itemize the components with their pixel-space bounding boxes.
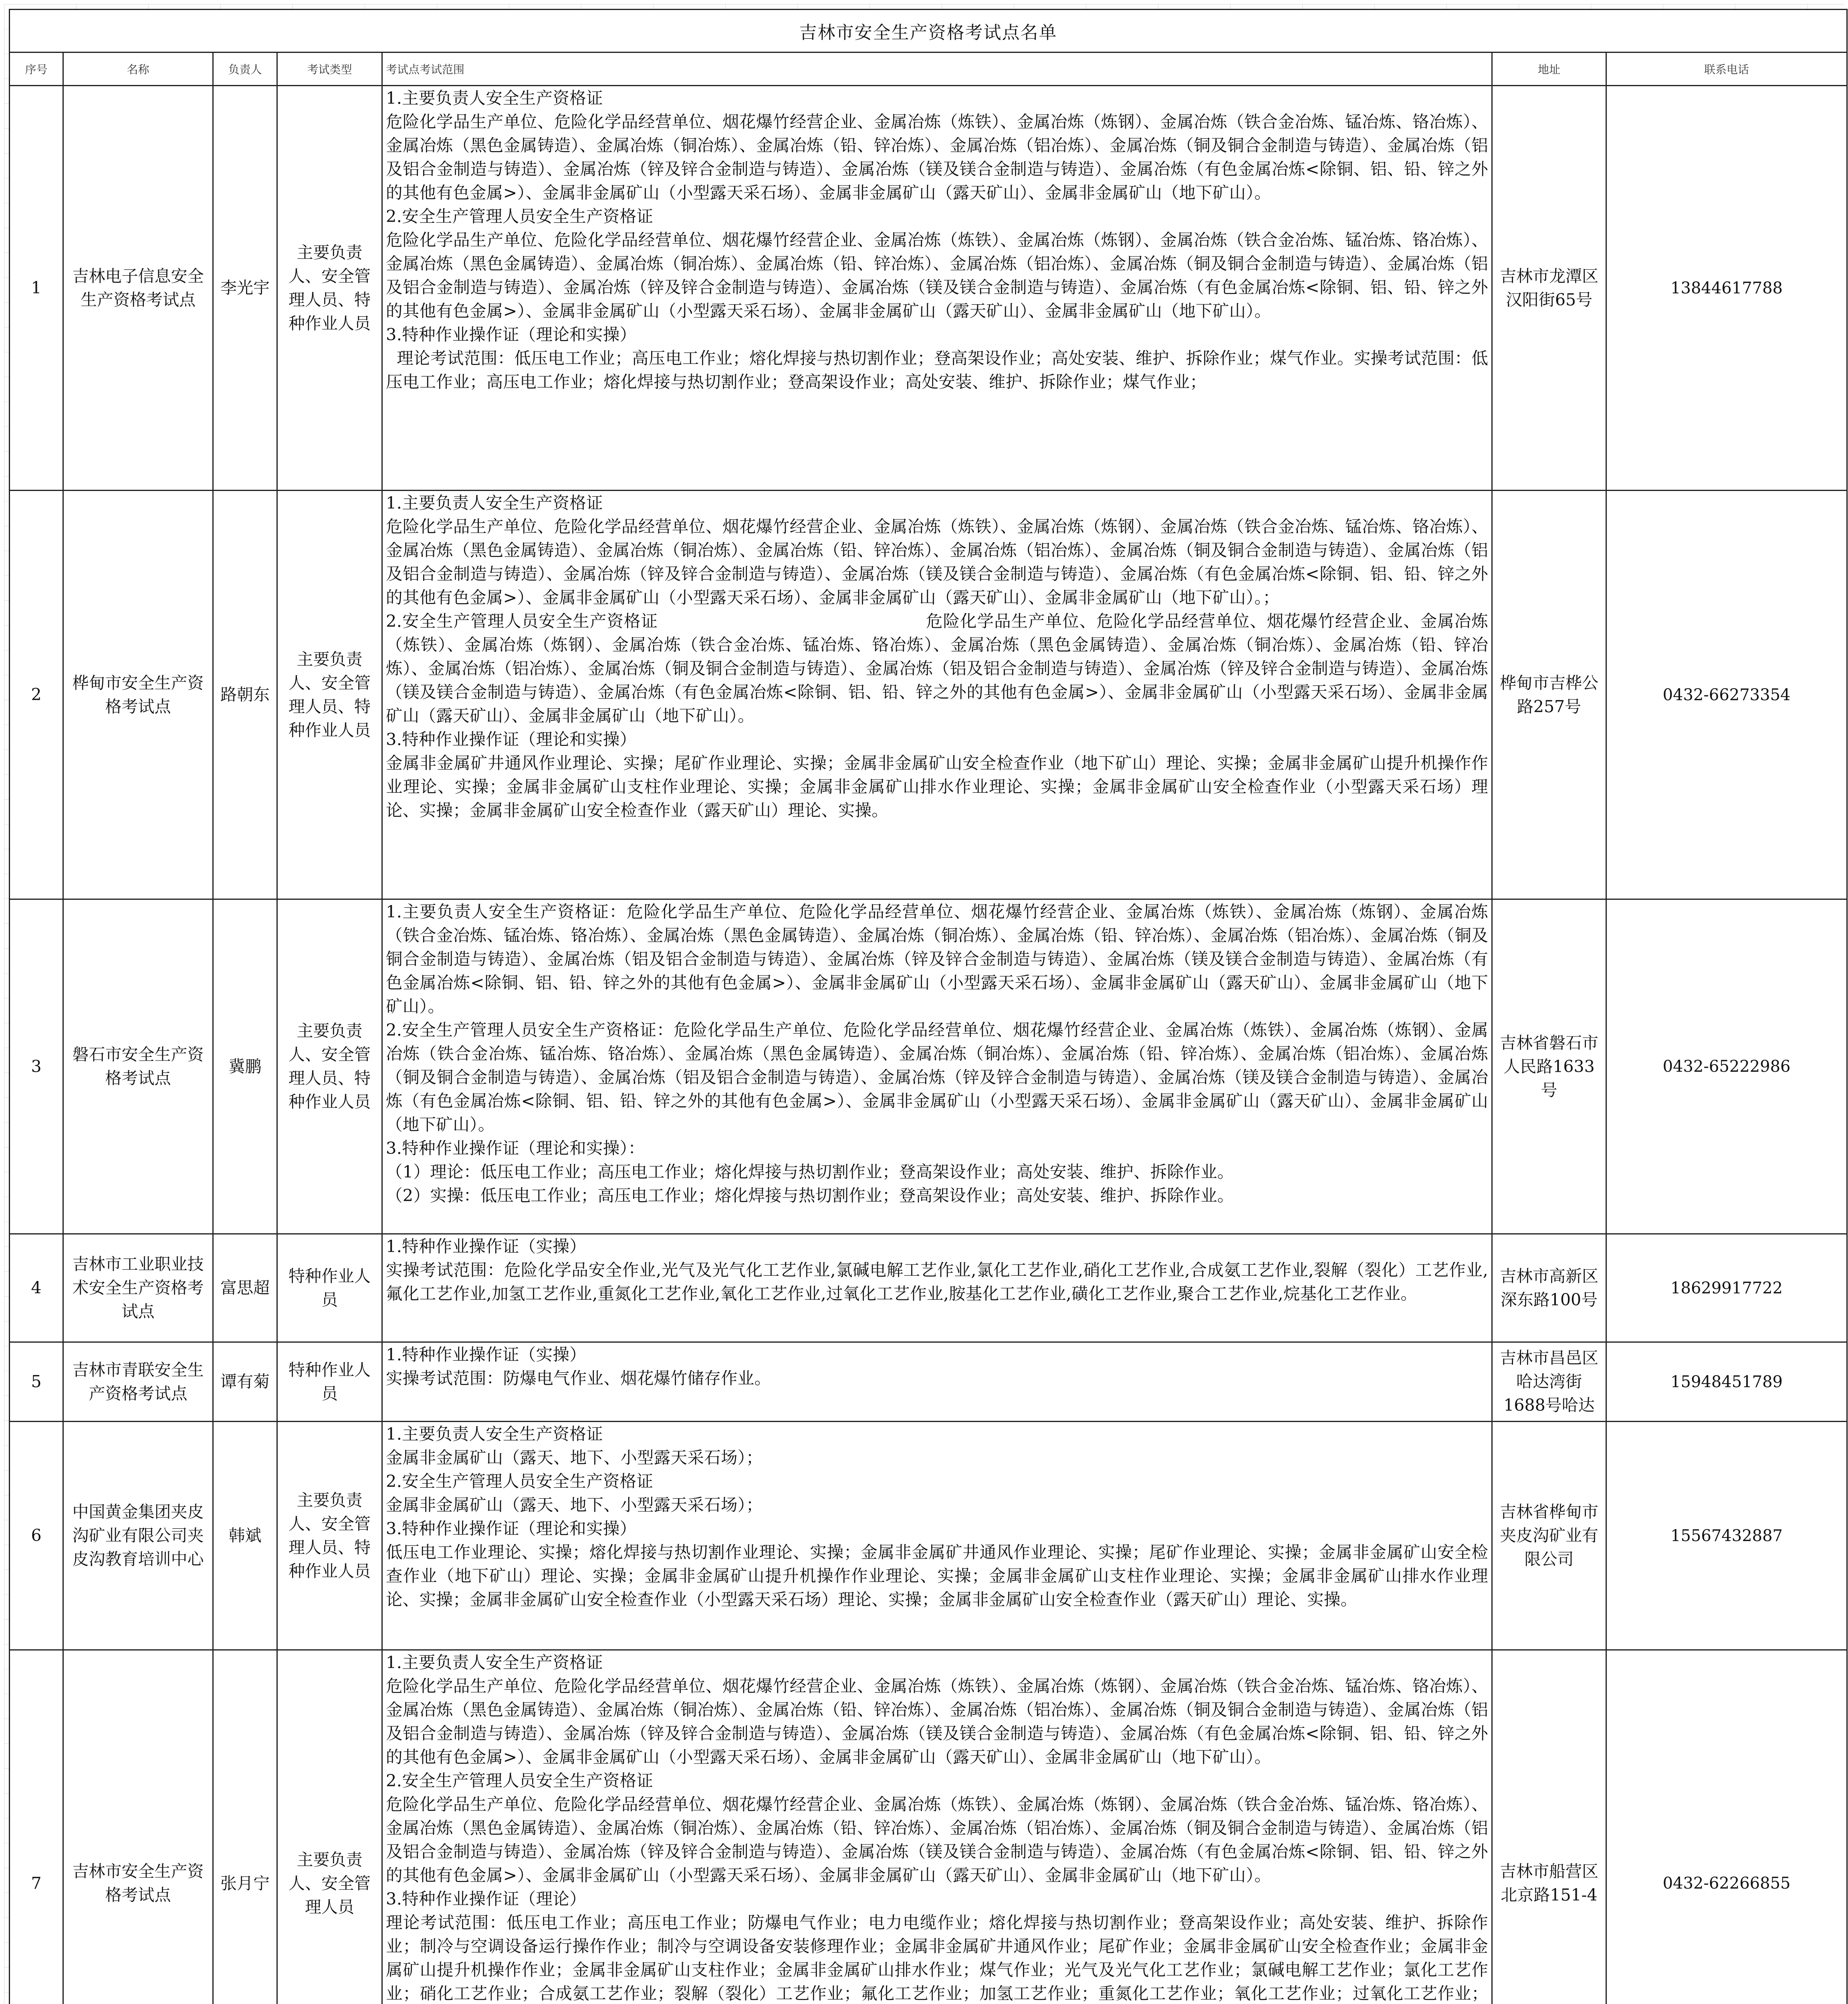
cell-address: 吉林市昌邑区哈达湾街1688号哈达	[1492, 1342, 1606, 1422]
exam-site-table	[9, 9, 1848, 2004]
cell-manager: 富思超	[213, 1234, 277, 1342]
header-manager: 负责人	[213, 53, 277, 86]
header-address: 地址	[1492, 53, 1606, 86]
cell-scope: 1.主要负责人安全生产资格证 危险化学品生产单位、危险化学品经营单位、烟花爆竹经营企业、金属冶炼（炼铁）、金属冶炼（炼钢）、金属冶炼（铁合金冶炼、锰冶炼、铬冶炼）、金属冶炼（黑色金属铸造）、金属冶炼（铜冶炼）、金属冶炼（铅、锌冶炼）、金属冶炼（铝冶炼）、金属冶炼（铜及铜合金制造与铸造）、金属冶炼（铝及铝合金制造与铸造）、金属冶炼（锌及锌合金制造与铸造）、金属冶炼（镁及镁合金制造与铸造）、金属冶炼（有色金属冶炼<除铜、铝、铅、锌之外的其他有色金属>）、金属非金属矿山（小型露天采石场）、金属非金属矿山（露天矿山）、金属非金属矿山（地下矿山）。 2.安全生产管理人员安全生产资格证 危险化学品生产单位、危险化学品经营单位、烟花爆竹经营企业、金属冶炼（炼铁）、金属冶炼（炼钢）、金属冶炼（铁合金冶炼、锰冶炼、铬冶炼）、金属冶炼（黑色金属铸造）、金属冶炼（铜冶炼）、金属冶炼（铅、锌冶炼）、金属冶炼（铝冶炼）、金属冶炼（铜及铜合金制造与铸造）、金属冶炼（铝及铝合金制造与铸造）、金属冶炼（锌及锌合金制造与铸造）、金属冶炼（镁及镁合金制造与铸造）、金属冶炼（有色金属冶炼<除铜、铝、铅、锌之外的其他有色金属>）、金属非金属矿山（小型露天采石场）、金属非金属矿山（露天矿山）、金属非金属矿山（地下矿山）。 3.特种作业操作证（理论和实操） 理论考试范围：低压电工作业；高压电工作业；熔化焊接与热切割作业；登高架设作业；高处安装、维护、拆除作业；煤气作业。实操考试范围：低压电工作业；高压电工作业；熔化焊接与热切割作业；登高架设作业；高处安装、维护、拆除作业；煤气作业；	[382, 86, 1492, 491]
title-row	[10, 10, 1847, 53]
cell-type: 特种作业人员	[277, 1342, 382, 1422]
cell-phone: 0432-66273354	[1606, 491, 1847, 899]
cell-name: 吉林市青联安全生产资格考试点	[63, 1342, 213, 1422]
cell-scope: 1.特种作业操作证（实操） 实操考试范围：防爆电气作业、烟花爆竹储存作业。	[382, 1342, 1492, 1422]
cell-address: 吉林市高新区深东路100号	[1492, 1234, 1606, 1342]
table-row	[10, 899, 1847, 1234]
cell-no: 2	[10, 491, 63, 899]
sheet-title: 吉林市安全生产资格考试点名单	[10, 10, 1847, 53]
cell-name: 吉林电子信息安全生产资格考试点	[63, 86, 213, 491]
cell-phone: 15948451789	[1606, 1342, 1847, 1422]
cell-type: 主要负责人、安全管理人员	[277, 1650, 382, 2004]
cell-no: 3	[10, 899, 63, 1234]
header-phone: 联系电话	[1606, 53, 1847, 86]
cell-name: 磐石市安全生产资格考试点	[63, 899, 213, 1234]
cell-no: 6	[10, 1422, 63, 1650]
cell-no: 5	[10, 1342, 63, 1422]
header-scope: 考试点考试范围	[382, 53, 1492, 86]
cell-scope: 1.主要负责人安全生产资格证：危险化学品生产单位、危险化学品经营单位、烟花爆竹经营企业、金属冶炼（炼铁）、金属冶炼（炼钢）、金属冶炼（铁合金冶炼、锰冶炼、铬冶炼）、金属冶炼（黑色金属铸造）、金属冶炼（铜冶炼）、金属冶炼（铅、锌冶炼）、金属冶炼（铝冶炼）、金属冶炼（铜及铜合金制造与铸造）、金属冶炼（铝及铝合金制造与铸造）、金属冶炼（锌及锌合金制造与铸造）、金属冶炼（镁及镁合金制造与铸造）、金属冶炼（有色金属冶炼<除铜、铝、铅、锌之外的其他有色金属>）、金属非金属矿山（小型露天采石场）、金属非金属矿山（露天矿山）、金属非金属矿山（地下矿山）。 2.安全生产管理人员安全生产资格证：危险化学品生产单位、危险化学品经营单位、烟花爆竹经营企业、金属冶炼（炼铁）、金属冶炼（炼钢）、金属冶炼（铁合金冶炼、锰冶炼、铬冶炼）、金属冶炼（黑色金属铸造）、金属冶炼（铜冶炼）、金属冶炼（铅、锌冶炼）、金属冶炼（铝冶炼）、金属冶炼（铜及铜合金制造与铸造）、金属冶炼（铝及铝合金制造与铸造）、金属冶炼（锌及锌合金制造与铸造）、金属冶炼（镁及镁合金制造与铸造）、金属冶炼（有色金属冶炼<除铜、铝、铅、锌之外的其他有色金属>）、金属非金属矿山（小型露天采石场）、金属非金属矿山（露天矿山）、金属非金属矿山（地下矿山）。 3.特种作业操作证（理论和实操）： （1）理论：低压电工作业；高压电工作业；熔化焊接与热切割作业；登高架设作业；高处安装、维护、拆除作业。 （2）实操：低压电工作业；高压电工作业；熔化焊接与热切割作业；登高架设作业；高处安装、维护、拆除作业。	[382, 899, 1492, 1234]
cell-name: 吉林市工业职业技术安全生产资格考试点	[63, 1234, 213, 1342]
cell-phone: 0432-62266855	[1606, 1650, 1847, 2004]
cell-manager: 路朝东	[213, 491, 277, 899]
cell-type: 主要负责人、安全管理人员、特种作业人员	[277, 1422, 382, 1650]
spreadsheet-canvas	[4, 4, 1844, 2004]
header-name: 名称	[63, 53, 213, 86]
cell-type: 特种作业人员	[277, 1234, 382, 1342]
cell-scope: 1.主要负责人安全生产资格证 金属非金属矿山（露天、地下、小型露天采石场）； 2.安全生产管理人员安全生产资格证 金属非金属矿山（露天、地下、小型露天采石场）； 3.特种作业操作证（理论和实操） 低压电工作业理论、实操；熔化焊接与热切割作业理论、实操；金属非金属矿井通风作业理论、实操；尾矿作业理论、实操；金属非金属矿山安全检查作业（地下矿山）理论、实操；金属非金属矿山提升机操作作业理论、实操；金属非金属矿山支柱作业理论、实操；金属非金属矿山排水作业理论、实操；金属非金属矿山安全检查作业（小型露天采石场）理论、实操；金属非金属矿山安全检查作业（露天矿山）理论、实操。	[382, 1422, 1492, 1650]
table-row	[10, 86, 1847, 491]
cell-address: 吉林省桦甸市夹皮沟矿业有限公司	[1492, 1422, 1606, 1650]
cell-manager: 冀鹏	[213, 899, 277, 1234]
cell-manager: 李光宇	[213, 86, 277, 491]
cell-name: 桦甸市安全生产资格考试点	[63, 491, 213, 899]
cell-phone: 15567432887	[1606, 1422, 1847, 1650]
cell-address: 吉林市船营区北京路151-4	[1492, 1650, 1606, 2004]
cell-address: 吉林市龙潭区汉阳街65号	[1492, 86, 1606, 491]
cell-manager: 张月宁	[213, 1650, 277, 2004]
cell-name: 中国黄金集团夹皮沟矿业有限公司夹皮沟教育培训中心	[63, 1422, 213, 1650]
cell-address: 吉林省磐石市人民路1633号	[1492, 899, 1606, 1234]
cell-scope: 1.主要负责人安全生产资格证 危险化学品生产单位、危险化学品经营单位、烟花爆竹经营企业、金属冶炼（炼铁）、金属冶炼（炼钢）、金属冶炼（铁合金冶炼、锰冶炼、铬冶炼）、金属冶炼（黑色金属铸造）、金属冶炼（铜冶炼）、金属冶炼（铅、锌冶炼）、金属冶炼（铝冶炼）、金属冶炼（铜及铜合金制造与铸造）、金属冶炼（铝及铝合金制造与铸造）、金属冶炼（锌及锌合金制造与铸造）、金属冶炼（镁及镁合金制造与铸造）、金属冶炼（有色金属冶炼<除铜、铝、铅、锌之外的其他有色金属>）、金属非金属矿山（小型露天采石场）、金属非金属矿山（露天矿山）、金属非金属矿山（地下矿山）。； 2.安全生产管理人员安全生产资格证 危险化学品生产单位、危险化学品经营单位、烟花爆竹经营企业、金属冶炼（炼铁）、金属冶炼（炼钢）、金属冶炼（铁合金冶炼、锰冶炼、铬冶炼）、金属冶炼（黑色金属铸造）、金属冶炼（铜冶炼）、金属冶炼（铅、锌冶炼）、金属冶炼（铝冶炼）、金属冶炼（铜及铜合金制造与铸造）、金属冶炼（铝及铝合金制造与铸造）、金属冶炼（锌及锌合金制造与铸造）、金属冶炼（镁及镁合金制造与铸造）、金属冶炼（有色金属冶炼<除铜、铝、铅、锌之外的其他有色金属>）、金属非金属矿山（小型露天采石场）、金属非金属矿山（露天矿山）、金属非金属矿山（地下矿山）。 3.特种作业操作证（理论和实操） 金属非金属矿井通风作业理论、实操；尾矿作业理论、实操；金属非金属矿山安全检查作业（地下矿山）理论、实操；金属非金属矿山提升机操作作业理论、实操；金属非金属矿山支柱作业理论、实操；金属非金属矿山排水作业理论、实操；金属非金属矿山安全检查作业（小型露天采石场）理论、实操；金属非金属矿山安全检查作业（露天矿山）理论、实操。	[382, 491, 1492, 899]
table-row	[10, 1650, 1847, 2004]
cell-type: 主要负责人、安全管理人员、特种作业人员	[277, 86, 382, 491]
header-type: 考试类型	[277, 53, 382, 86]
cell-manager: 谭有菊	[213, 1342, 277, 1422]
table-row	[10, 491, 1847, 899]
cell-phone: 13844617788	[1606, 86, 1847, 491]
cell-phone: 0432-65222986	[1606, 899, 1847, 1234]
cell-address: 桦甸市吉桦公路257号	[1492, 491, 1606, 899]
cell-type: 主要负责人、安全管理人员、特种作业人员	[277, 491, 382, 899]
cell-type: 主要负责人、安全管理人员、特种作业人员	[277, 899, 382, 1234]
table-row	[10, 1342, 1847, 1422]
cell-name: 吉林市安全生产资格考试点	[63, 1650, 213, 2004]
table-row	[10, 1234, 1847, 1342]
cell-phone: 18629917722	[1606, 1234, 1847, 1342]
table-row	[10, 1422, 1847, 1650]
cell-scope: 1.主要负责人安全生产资格证 危险化学品生产单位、危险化学品经营单位、烟花爆竹经营企业、金属冶炼（炼铁）、金属冶炼（炼钢）、金属冶炼（铁合金冶炼、锰冶炼、铬冶炼）、金属冶炼（黑色金属铸造）、金属冶炼（铜冶炼）、金属冶炼（铅、锌冶炼）、金属冶炼（铝冶炼）、金属冶炼（铜及铜合金制造与铸造）、金属冶炼（铝及铝合金制造与铸造）、金属冶炼（锌及锌合金制造与铸造）、金属冶炼（镁及镁合金制造与铸造）、金属冶炼（有色金属冶炼<除铜、铝、铅、锌之外的其他有色金属>）、金属非金属矿山（小型露天采石场）、金属非金属矿山（露天矿山）、金属非金属矿山（地下矿山）。 2.安全生产管理人员安全生产资格证 危险化学品生产单位、危险化学品经营单位、烟花爆竹经营企业、金属冶炼（炼铁）、金属冶炼（炼钢）、金属冶炼（铁合金冶炼、锰冶炼、铬冶炼）、金属冶炼（黑色金属铸造）、金属冶炼（铜冶炼）、金属冶炼（铅、锌冶炼）、金属冶炼（铝冶炼）、金属冶炼（铜及铜合金制造与铸造）、金属冶炼（铝及铝合金制造与铸造）、金属冶炼（锌及锌合金制造与铸造）、金属冶炼（镁及镁合金制造与铸造）、金属冶炼（有色金属冶炼<除铜、铝、铅、锌之外的其他有色金属>）、金属非金属矿山（小型露天采石场）、金属非金属矿山（露天矿山）、金属非金属矿山（地下矿山）。 3.特种作业操作证（理论） 理论考试范围：低压电工作业；高压电工作业；防爆电气作业；电力电缆作业；熔化焊接与热切割作业；登高架设作业；高处安装、维护、拆除作业；制冷与空调设备运行操作作业；制冷与空调设备安装修理作业；金属非金属矿井通风作业；尾矿作业；金属非金属矿山安全检查作业；金属非金属矿山提升机操作作业；金属非金属矿山支柱作业；金属非金属矿山排水作业；煤气作业；光气及光气化工艺作业；氯碱电解工艺作业；氯化工艺作业；硝化工艺作业；合成氨工艺作业；裂解（裂化）工艺作业；氟化工艺作业；加氢工艺作业；重氮化工艺作业；氧化工艺作业；过氧化工艺作业；	[382, 1650, 1492, 2004]
header-row	[10, 53, 1847, 86]
cell-scope: 1.特种作业操作证（实操） 实操考试范围：危险化学品安全作业,光气及光气化工艺作业,氯碱电解工艺作业,氯化工艺作业,硝化工艺作业,合成氨工艺作业,裂解（裂化）工艺作业,氟化工艺作业,加氢工艺作业,重氮化工艺作业,氧化工艺作业,过氧化工艺作业,胺基化工艺作业,磺化工艺作业,聚合工艺作业,烷基化工艺作业。	[382, 1234, 1492, 1342]
cell-no: 1	[10, 86, 63, 491]
cell-manager: 韩斌	[213, 1422, 277, 1650]
cell-no: 4	[10, 1234, 63, 1342]
cell-no: 7	[10, 1650, 63, 2004]
header-no: 序号	[10, 53, 63, 86]
